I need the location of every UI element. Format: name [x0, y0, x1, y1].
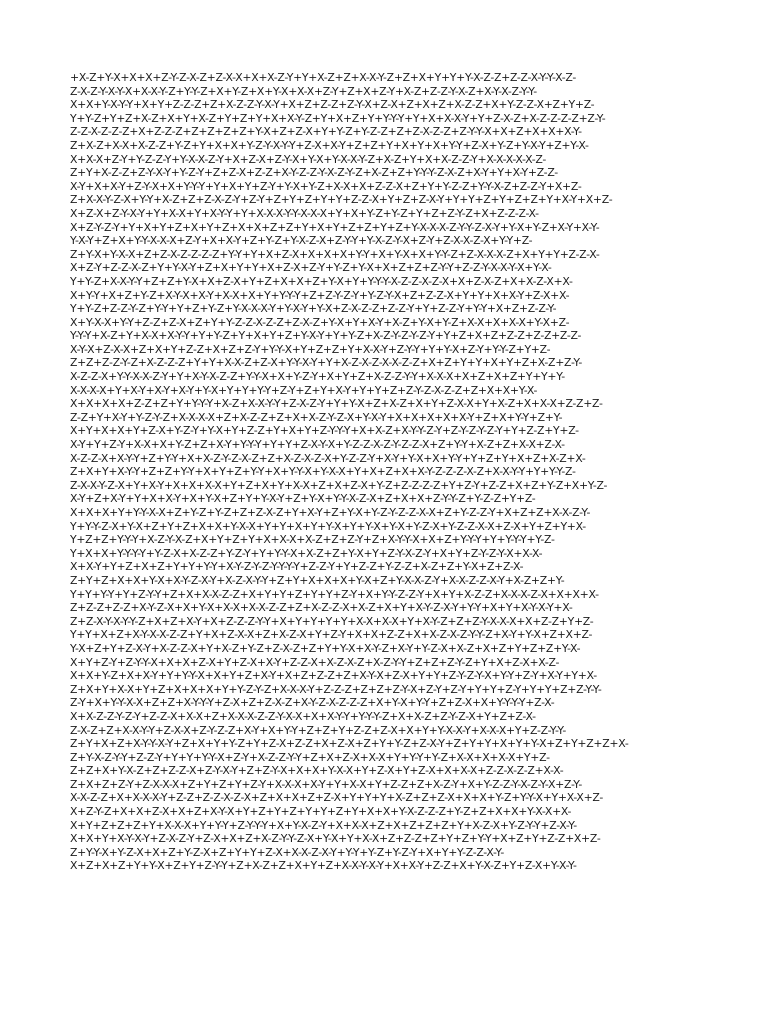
text-line: +X-Z+Y-X+X+X+Z-Y-Z-X-Z+Z-X-X+X+X-Z-Y+Y+X-Z+Z+X-X-Y-Z+Z+X+Y+Y+Y-X-Z-Z+Z-Z-X-Y-Y-X-Z-	[70, 71, 576, 84]
text-line: Z-Z-X-Z-Z-Z+X+Z-Z-Z+Z+Z+Z+Z+Y-X+Z+Z-X+Y+Y-Z+Y-Z-Z+Z+Z-X-Z-Z+Z-Y-Y-X+X+Z+X+X+X-Y-	[70, 125, 582, 139]
text-line: X+X-Z-Z-Y-Z-Y+Z-Z-X+X-X+Z+X-X-X-Z-Z-Y-X-X+X+X-Y-Y+Y-Y-Y-Z+X+X-Z+Z-Y-Z-X+Y+Z+Z-X-	[70, 709, 536, 723]
text-line: Z-X-X-Y-Z-X+Y+X-Y+X+X+X-X+Y+Z+X+Y+X-X+Z+X+Z-X+Y-Z+Z-Z-Z-Z+Y+Z-Y+Z-Z+X+Z+Y-Z+X+Y-Z-	[70, 478, 608, 492]
text-line: X+Z-X+Z-Y-X-Y+Y+X-X+Y+X-Y-Y+Y+X-X-X-Y-Y-X-X-X+Y+X+Y-Z+Y-Z+Y+Z+Z-Y-Z+X+Z-Z-Z-X-	[70, 206, 539, 220]
text-line: X+Z-Y-Z-Y+Y+X+Y+Z+X+Y+Z+X+X+Z+Z+Y+X+Y+Z+Z+Y+Z+Y-X-X-X-Z-Y-Y-Z-X-Y+Y-X+Y-Z+X-Y+X-Y-	[70, 220, 600, 234]
text-line: Z+Z-X-Y-X-Y-Y-Z+X+Z+X-Y+X+Z-Z-Z-Y-Y+X+Y+Y+Y+Y+X-X+X-X+Y+X-Y-Z+Z+Z-Y-X-X-X+X+Z-Z+Y+Z-	[70, 614, 594, 628]
text-line: Z+X+Z+Z-Y+Z-X-X-X+Z+Y+Z+Y+Z-Y+X-X-X+X-Y+Y+X-X+Y+Z-Z+Z+X-Z-Y+X+Y-Z-Z-Y-X-Z-Y-X+Z-Y-	[70, 777, 582, 791]
text-line: X+Y+Z+Z+Z+Y+X-X-X+Y+Y-Y+Z-Y-Y-Y+X+Y-X-Z-Y+X+X-X+Z+X+Z+Z+Z+Y+X-Z-X+Y-Z-Y-Y+Z-X-Y-	[70, 818, 577, 832]
text-line: Z+X+Y+X-X+Y+Z+X+X+X+Y+Y-Z-Y-Z+X-X-X-Y+Z-Z-Z+Z+Z+Z-Y-X+Z-Y+Z-Y+Y+Y+Z-Y+Y+Y+Z+Z-Y-Y-	[70, 682, 602, 696]
text-line: X-X-X-X+Y+X-Y+X-Y+X-Y+Y-X+Y+Y+Y-Y+Z-Y+Z+Y+X-Y+Y+Y+Z+Z-Y-Z-X-Z-Z+Z+X+X+Y-X-	[70, 383, 538, 397]
text-line: X+Y-Y+X+Z+Y-Z+X-Y-X+X-Y+X-X+X+Y+Y-Y-Y+Z+Z-Y-Z-Y+Y-Z-Y-X+Z+Z-Z-X+Y+Y+X+X-Y+Z-X+X-	[70, 288, 570, 302]
text-line: X-Y-X+Z-X-X+Z+X+Y+Z-Z+X+Z+Z-Y+Y-Y-X+Y+Z+Z+Y+X-X-Y+Z-Y-Y+Y+Y-X+Z-Y+Y-Y-Z+Y+Z-	[70, 342, 551, 356]
text-line: Z+X-Z+X-X+X-Z-Z+Y-Z+Y+X+X+Y-Z-Y-X-Y-Y+Z-X+X-Y+Z+Z+Y+X+Y+X+Y-Y+Z-X+Y-Z+Y-X-Y+Z+Y-X-	[70, 138, 589, 152]
text-line: Z+Y-X+Y-X-X+Z+Z-X-Z-Z-Z-Z+Y-Y+Y+X+Z-X+X+X+X+Y-Y+X+Y-X+X+Y-Y-Z+Z-X-X-X-Z+X+Y+Y+Z-Z-X-	[70, 247, 600, 261]
text-line: X-X-Z-Z+X+X-X-X-Y+Z-Z+Z-Z-X-Z-X+Z+X+X+Z+Z-X+Y+Y+Y+X-Z+Z+Z-X+X+X+Y-Z+Y-Y-X+Y+X-X+Z-	[70, 791, 604, 805]
text-line: X-Z-Z-X+Y-Y-X-X-Z-Y+Y+X-Y-X-Z-Z+Y-Y-X+X+Y-Z-Y+X+Y+Z+X-Z-Z-Y-Y+X-X-X+X+Z+X+Z+Y+Y+Y-	[70, 370, 565, 384]
text-line: Y-X-Y+Z+X+Y-Y-X-X-X+Z-Y+X+X-Y+Z+Y-Z+Y-X-Z-X+Z-Y-Y+Y-X-Z-Y-X+Z-Y+Z-X-X-Z-X+Y-Y+Z-	[70, 234, 533, 248]
text-line: Y+Y-Y-Z-X+Y-X+Z+Y+Z+X+X+Y-X-X+Y+Y+X+Y+Y-X+Y+Y-X+Y-X+Y-Z-X+Y-Z-Z-X-X+Z-X+Y+Z+Y+X-	[70, 519, 586, 533]
text-line: X+X+Y+X-Y-X-Y+Z-X-Z-Y+Z-X+X+Z+X-Z-Y-Y-Z-X+Y-X+Y+X-X+Z+Z-Z+Z+Y+Z+Y-Y+X+Z+Y+Z-Z+X+Z-	[70, 832, 601, 846]
text-line: Z+Y+X-Z-Z+Z-Y-X-Y+Y-Z-Y+Z+Z-X+Z-Z+X-Y-Z-Z-Y-X-Z-Y-Z+X-Z+Z+Y-Y-Y-Z-X-Z+X-Y+Y+X-Y+Z-Z-	[70, 166, 558, 180]
text-line: Y-Y-Y+X-Z+Y+X-X+X-Y-Y+Y+Y-Z+Y+X+Y+Z+Y-X-Y+Y+Y-Z+X-Z-Y-Z-Y-Z-Y+Y+Z+X+Z+Z-Z+Z-Z+Z-Z-	[70, 329, 582, 343]
text-line: Y+Y+Y-Y+Y+Z-Y-Y+Z+X+X-X-Z-Z+X+Y+Y+Z+Y+Y+Z-Y+X+Y-Y-Z-Z-Y+X+Y+X-Z-Z+X-X-X-Z-X+X+X+X-	[70, 587, 599, 601]
text-line: X+X+Y-X-Y-Y+X+Y+Z-Z-Z+Z+X-Z-Z-Y-X-Y+X+Z+Z-Z+Z-Y-X+Z-X+Z+X+Z+X-Z-Z+X+Y-Z-Z-X+Z+Y+Z-	[70, 98, 595, 112]
text-line: Z+X+Y+X-Y-Y+Z+Z+Y-Y+X+Y+Z+Y-Y+X+Y-Y-X+Y-X-X+Y+X+Z+X+X-Y-Z-Z-Z-X-Z+X-X-Y-Y+Y+Y-Y-Z-	[70, 465, 576, 479]
text-line: Z+Z+Z-Z-Y-Z+X-Z-Z-Z+Y+Y+X-X-Z+Z-X+Y-Y-X-Y+Y+X-Z-X-Z-X-X-Z-Z+X+Z+Y+Y+X+Y+Z+X-Z+Z-Y-	[70, 356, 583, 370]
text-line: Y+Y-Z+Z-Z-Y-Z+Y-Y+Y+Z+Y-Z+Y-X-X-X-Y+Y-X-Y+Y-X+Z-X-Z-Z+Z-Z-Y+Y+Z-Z-Y+Y-Y+X+Z+Z-Z-Y-	[70, 302, 557, 316]
text-line: Z+Y-X-Z-Y-Y+Z-Z-Y+Y+Y+Y-Y-X+Z-Y+X-Z-Z-Y-Y+Z+X+Z-X+X-X+Y+Y-Y+Y-Z+X-X+X+X-X+Y+Z-	[70, 750, 550, 764]
text-line: Z-X-Z-Y-X-Y-X+X-X-Y-Z+Y-Y-Z+X+Y-Z+X+Y-X+X-X+Z-Y+Z+X+Z-Y+X-Z+Z-Z-Y-X-Z+X-Y-X-Z-Y-Y-	[70, 84, 537, 98]
text-line: Y+Z+Z+Y-Y-Y+X-Z-Y-X-Z+X+Y+Z+Y+X+X-X+X-Z+Z+Z-Y+Z+X-Y-Y-X+X+Z+Y-Y-Y+Y+Y-Y-Y+Y-Z-	[70, 533, 555, 547]
text-line: Y-X+Z+Y+Z-X-Y+X-Z-Z-X+Y+X-Z+Y-Z+Z-X-Z+Z+Y+Y-X+X-Y-Z+X-Y+Y-Z-X+X-Z+X+Z+Y+Z+Z+Y-X-	[70, 641, 581, 655]
text-line: X+Z-Y+Z-Z-X-Z+Y+Y-X-Y+Z+X+Y+Y+X+Z-X+Z-Y+Y-Z+Y-X+X+Z+Z+Z-Y-Y+Z-Z-Y-X-X-Y-X+Y-X-	[70, 261, 552, 275]
text-line: X+Z-Y-Z+X+X+Z-X+X+Z+X-Y-X+Y+Z+Y+Z+Y+Y+Z+Y+X+X+Y-X-Z-Z-Z+Y-Z+Z+X+X+Y-X-X+X-	[70, 805, 572, 819]
text-line: X+X-Y+Y+Z+X+Z+Y+Y+Y-Y+X-Y-Z-Y-Z-Y-Y-Y-Y+Z-Z-Y+Y+Z-Z+Y-Z-Z+X-Z+Z+Y-X+Z+Z-X-	[70, 560, 524, 574]
text-line: Z+Y+X+Z+X-Y-Y-X-Y+Z+X+Y+Y-Z+Y+Z-X+Z-Z+X+Z-X+Z+Y+Y-Z+Z-X-Y+Z+Y+Y+X+Y+Y-X+Z+Y+Z+Z+X-	[70, 737, 629, 751]
text-line: Y+Y+X+Z+X-Y-X-X-Z-Z+Y+X+Z-X-X+Z+X-Z-X+Y+Z-Y+X+X+Z-Z+X+X-Z-X-Z-Y-Y-Z+X-Y+Y-X+Z+X+Z-	[70, 628, 593, 642]
text-line: X-Y+Z+X-Y+Y+X+X-Y+X+Y-X+Z+Y+Y-X-Y+Z+Y-X+Y-Y-X-Z-X+Z+X+X+Z-Y-Y-Z+Y-Z-Z+Y+Z-	[70, 492, 536, 506]
text-line: Z+X-X-Y-Z-X+Y-Y+X-Z+Z+Z-X-Z-Y+Z-Y+Z+Y+Z+Y+Y+Z-Z-X+Y+Z+Z-X-Y+Y+Y+Z+Y+Z+Z+Y+X-Y+X+Z-	[70, 193, 613, 207]
text-line: Z+Z+X+Y-X-Z+Z+Z-Z-X+Z-Y-X-Y+Z+Z-Y-X+X+X+Y-X-X+Y+Z-X+Y+Z-X+X+X-X+Z-Z-X-Z-Z+X-X-	[70, 764, 564, 778]
text-line: X+Y-X-X+Y-Y+Z-Z+Z-X+Z+Y+Y-Z-Z-X-Z-Z+Z-X-Z+Y-X+Y+X-Y+X-Z+Y-X+Y-Z+X-X+X+X-X+Y-X+Z-	[70, 315, 570, 329]
text-line: X-Z-Z-X+X-Y-Y+Z+Y-Y+X+X-Z-Y-Z-X-Z+Z+X-Z-X-Z-X+Y-Z-Z-Y+X-Y+Y-X+X+Y-Y+Y+Z+Y+X+Z+X-Z+X-	[70, 451, 586, 465]
text-line: X+X+Y-Z+X+X-Y+Y+Y-Y-X+X+Y+Z+X-Y+X+Z+Z-Z+Z+X-Y-X+Z-X+Y+Y+Z-Y-Z-Y-X+Y-Y+Z-Y+X-Y+Y+X-	[70, 669, 597, 683]
text-line: Y+Y-Z+Y+Z+X-Z+X+Y+X-Z+Y+Z+Y+X+X-Y-Z+Y+X+Z+Y+Y-Y-Y+Y+X+X-X-Y+Y+Z-X-Z+X-Z-Z-Z-Z+Z-Y-	[70, 111, 606, 125]
text-line: X+X+X+X+Z-Z+Z+Y+Y-Y-Y+X-Z+X-X-Y-Y+Z-X-Z-Y+Y+Y-X+Z+X-Z+X+Y+Z-X-X+Y+X-Z+X+X-X+Z-Z+Z-	[70, 397, 603, 411]
text-line: X-Y+X+X-Y+Z-Y-X+X+Y-Y-Y+Y+X+Y+Z-Y+Y-X+Y-Z+X-X+X+Z-Z-X+Z+Y+Y-Z-Z+Y-Y-X-Z+Z-Z-Y+X+Z-	[70, 179, 582, 193]
text-line: Z-X-Z+Z+X-X-Y-Y+Z-X-X+Z-Y-Z-Z+X-Y+X+Y-Y+Z+Z+Y+Z-Z+Z-X+X+Y+Y-X-X-Y+X-X-X+Y+Z-Z-Y-Y-	[70, 723, 567, 737]
text-line: X+Y+X+X+Y+Z-X+Y-Z-Y+Y-X+Y+Z-Z+Y+X+Y+Z-Y-Y-Y+X+X-Z+X-Y-Y-Z-Y+Z-Y-Z-Y-Z-Y+Y+Z-Z+Y+Z-	[70, 424, 579, 438]
text-line: Y+X+X+Y-Y-Y-Y+Y-Z-X+X-Z-Z+Y-Z-Y+Y+Y-Y-X+X-Z+Z+Y-X+Y+Z-Y-X-Z-Y+X+Y+Z-Y-Z-Y-X+X-X-	[70, 546, 543, 560]
text-line: Z-Z+Y+X-Y+Y-Z-Y-Z+X-X-X-X+Z+X-Z-Z+Z+X+X-Z-Y-Z-X+Y-X-Y+X+X+X+X+X-Y+Z+X+Y-Y+Z+Y-	[70, 410, 563, 424]
text-line: X+Y+Z-Y+Z-Y-Y-X+X+X+Z-X+Y+Z-X+X-Y+Z-Z-X+X-Z-X-Z+X-Z-Y-Y+Z+Z+Z-Y-Z+Y+X+Z-X+X-Z-	[70, 655, 560, 669]
text-line: Y+Y-Z+X-X-Y-Y+Z+Z+Y-X+X+Z-X+Y+Z+X+X+Z+Y-X+Y+Y-Y-Y-X-Z-Z-X-Z-X+X+Z-X-Z+X+X-Z-X+X-	[70, 274, 573, 288]
text-line: Z+Y-Y-X+Y-Z-X+X+Z+Y-Z-X+Z+Y+Y+Z-X+X-X-Z-X-Y+Y-Y+Y-Z+Y-Z-Y+X+Y+Y-Z-Z-X-Y-	[70, 845, 505, 859]
document-body	[70, 71, 710, 873]
text-line: Z-Y+X+Y-Y-X-X+Z+Z+X-Y-Y-Y+Z-X+Z+Z-X-Z+X-Y-Z-X-Z-Z-Z+X+Y-X+Y-Y+Z+Z-X+X+Y-Y-Y-Y+Z-X-	[70, 696, 555, 710]
text-line: X+Z+X+Z+Y+Y-X+Z+Y+Z-Y-Y+Z+X-Z+Z+X+Y+Z+X-X-Y-X-Y+X+X-Y+Z-Z+X+Y-X-Z+Y+Z-X+Y-X-Y-	[70, 859, 577, 873]
text-line: X+X+X+Y+Y-Y-X-X+Z+Y-Z+Y-Z+Z+Z-X-Z+Y+X-Y+Z+Y-X+Y-Z-Y-Z-Z-X-X+Z+Y-Z-Z-Y+X+Z+Z+X-X-Z-Y-	[70, 506, 591, 519]
text-line: Z+Y+Z+X+X+Y-X+X-Y-Z-X-Y+X-Z-X-Y-Y+Z+Y+X+X+X+Y-X+Z+Y-X-X-Z-Y+X-X-Z-Z-X-Y+X-Z+Z+Y-	[70, 573, 565, 587]
text-line: X+X-X+Z-Y+Y-Z-Z-Y+Y-X-X-Z-Y+X+Z-X+Z-Y-X+Y-X+Y-X-X-Y-Z+X-Z+Y+X+X-Z-Z-Y+X-X-X-X-X-Z-	[70, 152, 546, 166]
text-line: Z+Z-Z+Z-Z+X-Y-Z-X+X+Y-X+X-X+X-X-Z-Z+Z+X-Z-Z-X+X-Z+X+Y+X-Y-Z-X-Y+Y-Y+X+Y+X-Y-X-Y+X-	[70, 601, 573, 615]
text-line: X-Y+Y+Z-Y+X-X+X+Y-Z+Z+X-Y+Y-Y-Y+Y+Y+Z-X-Y-X+Y-Z-Z-X-Z-Y-Z-Z-X+Z+Y-Y+X-Z+Z+X-X+Z-X-	[70, 438, 565, 452]
